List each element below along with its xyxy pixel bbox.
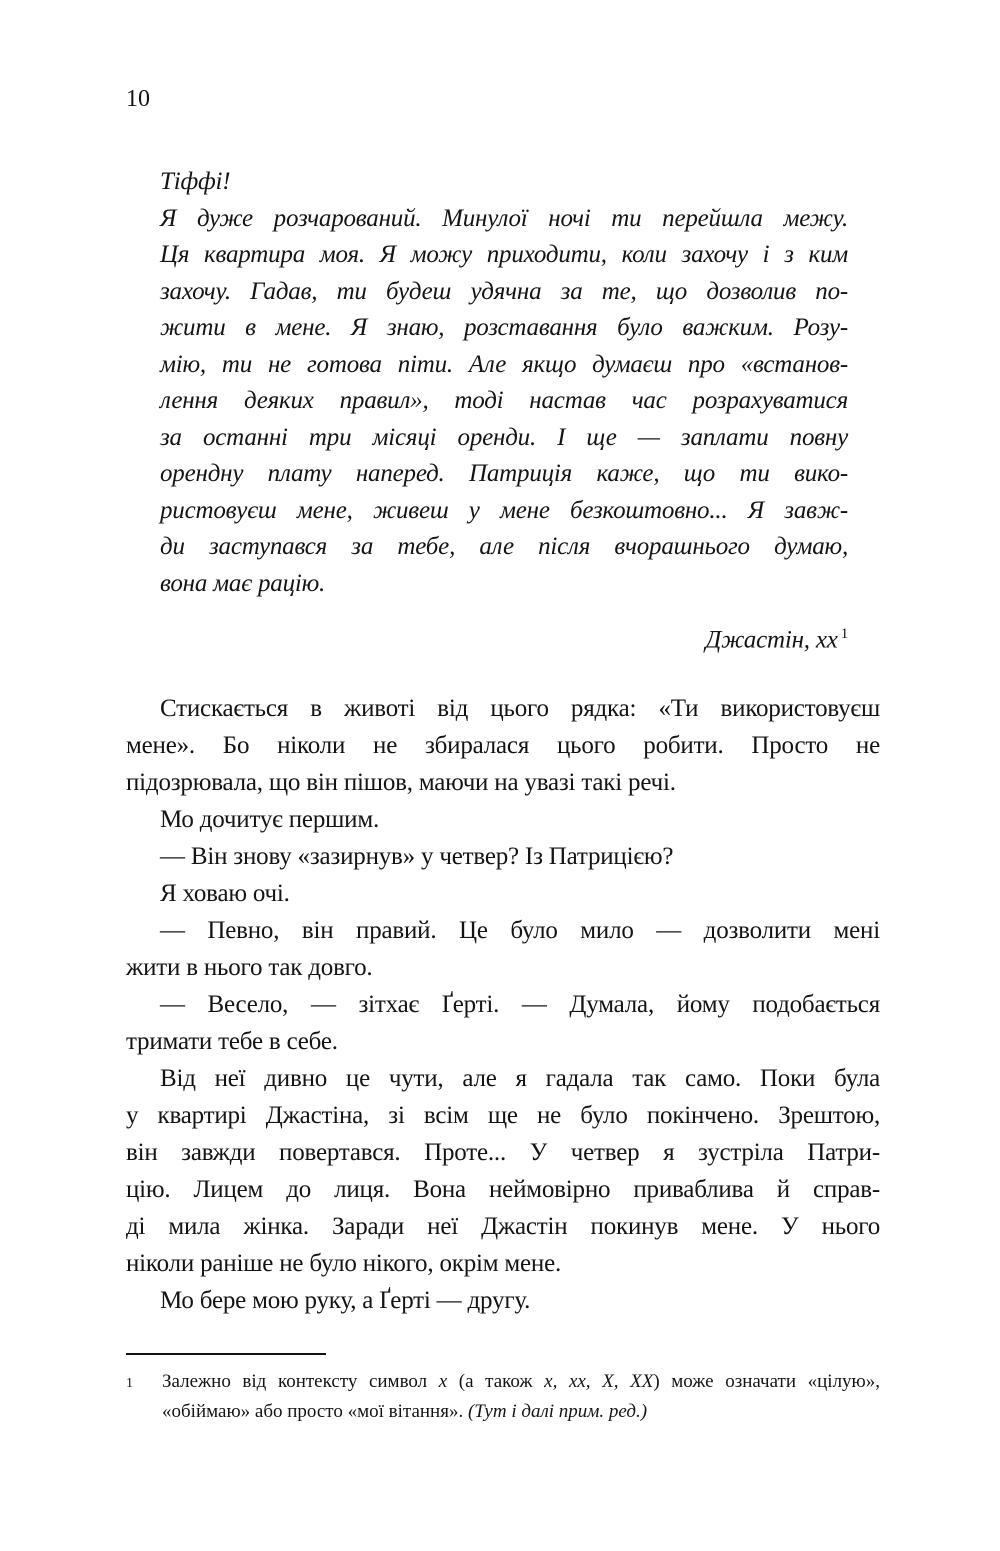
paragraph — [126, 912, 880, 986]
letter-line: мію, ти не готова піти. Але якщо думаєш про «встанов- — [160, 350, 848, 378]
paragraph — [126, 801, 880, 838]
body-line: підозрювала, що він пішов, маючи на увазі такі речі. — [126, 769, 676, 796]
letter-line: Я дуже розчарований. Минулої ночі ти перейшла межу. — [160, 204, 848, 232]
body-line: Мо дочитує першим. — [160, 806, 380, 833]
footnote-segment-italic: х, хх, Х, ХХ — [544, 1371, 654, 1392]
paragraph — [126, 838, 880, 875]
paragraph — [126, 986, 880, 1060]
footnote-segment-italic: (Тут і далі прим. ред.) — [467, 1400, 648, 1422]
footnote-segment-italic: х — [438, 1371, 448, 1392]
body-line: жити в нього так довго. — [126, 954, 373, 981]
paragraph — [126, 690, 880, 801]
signature-text: Джастін, хх — [705, 626, 838, 654]
body-line: Мо бере мою руку, а Ґерті — другу. — [160, 1287, 531, 1314]
letter-block — [160, 164, 848, 659]
body-line: мене». Бо ніколи не збиралася цього робити. Просто не — [126, 732, 880, 759]
body-line: — Певно, він правий. Це було мило — дозволити мені — [160, 917, 880, 944]
body-line: — Він знову «зазирнув» у четвер? Із Патрицією? — [160, 843, 674, 870]
letter-signature — [160, 616, 848, 659]
letter-line: вона має рацію. — [160, 569, 326, 597]
footnote-reference: 1 — [840, 626, 848, 642]
letter-line: за останні три місяці оренди. І ще — заплати повну — [160, 423, 848, 451]
body-line: цію. Лицем до лиця. Вона неймовірно приваблива й справ- — [126, 1176, 880, 1203]
footnote-segment: «обіймаю» або просто «мої вітання». — [162, 1400, 468, 1422]
letter-line: жити в мене. Я знаю, розставання було важким. Розу- — [160, 314, 848, 341]
body-line: ніколи раніше не було нікого, окрім мене. — [126, 1250, 562, 1277]
body-line: ді мила жінка. Заради неї Джастін покинув мене. У нього — [126, 1213, 880, 1240]
footnote — [126, 1367, 880, 1426]
letter-line: захочу. Гадав, ти будеш удячна за те, що дозволив по- — [160, 277, 848, 305]
footnote-segment: Залежно від контексту символ — [162, 1371, 439, 1392]
body-line: Від неї дивно це чути, але я гадала так само. Поки була — [160, 1065, 880, 1092]
letter-line: ристовуєш мене, живеш у мене безкоштовно... Я завж- — [160, 496, 848, 524]
footnote-marker: 1 — [126, 1376, 133, 1391]
footnote-segment: (а також — [447, 1371, 545, 1392]
footnote-line — [162, 1397, 880, 1427]
footnote-separator — [126, 1353, 326, 1355]
footnote-segment: ) може означати «цілую», — [653, 1371, 881, 1392]
body-line: у квартирі Джастіна, зі всім ще не було покінчено. Зрештою, — [126, 1102, 880, 1129]
body-line: він завжди повертався. Проте... У четвер я зустріла Патри- — [126, 1139, 880, 1166]
letter-line: ди заступався за тебе, але після вчорашнього думаю, — [160, 533, 848, 560]
letter-line: орендну плату наперед. Патриція каже, що ти вико- — [160, 460, 848, 487]
footnote-text — [162, 1367, 880, 1426]
body-text — [126, 690, 880, 1319]
letter-line: лення деяких правил», тоді настав час розрахуватися — [160, 387, 848, 414]
paragraph — [126, 875, 880, 912]
body-line: тримати тебе в себе. — [126, 1028, 338, 1055]
body-line: Я ховаю очі. — [160, 880, 290, 907]
body-line: Стискається в животі від цього рядка: «Ти використовуєш — [160, 695, 880, 722]
letter-line: Ця квартира моя. Я можу приходити, коли захочу і з ким — [160, 241, 848, 268]
paragraph — [126, 1060, 880, 1282]
letter-line: Тіффі! — [160, 168, 231, 195]
paragraph — [126, 1282, 880, 1319]
footnote-line — [162, 1367, 880, 1397]
page-number: 10 — [126, 86, 150, 112]
body-line: — Весело, — зітхає Ґерті. — Думала, йому подобається — [160, 991, 880, 1018]
